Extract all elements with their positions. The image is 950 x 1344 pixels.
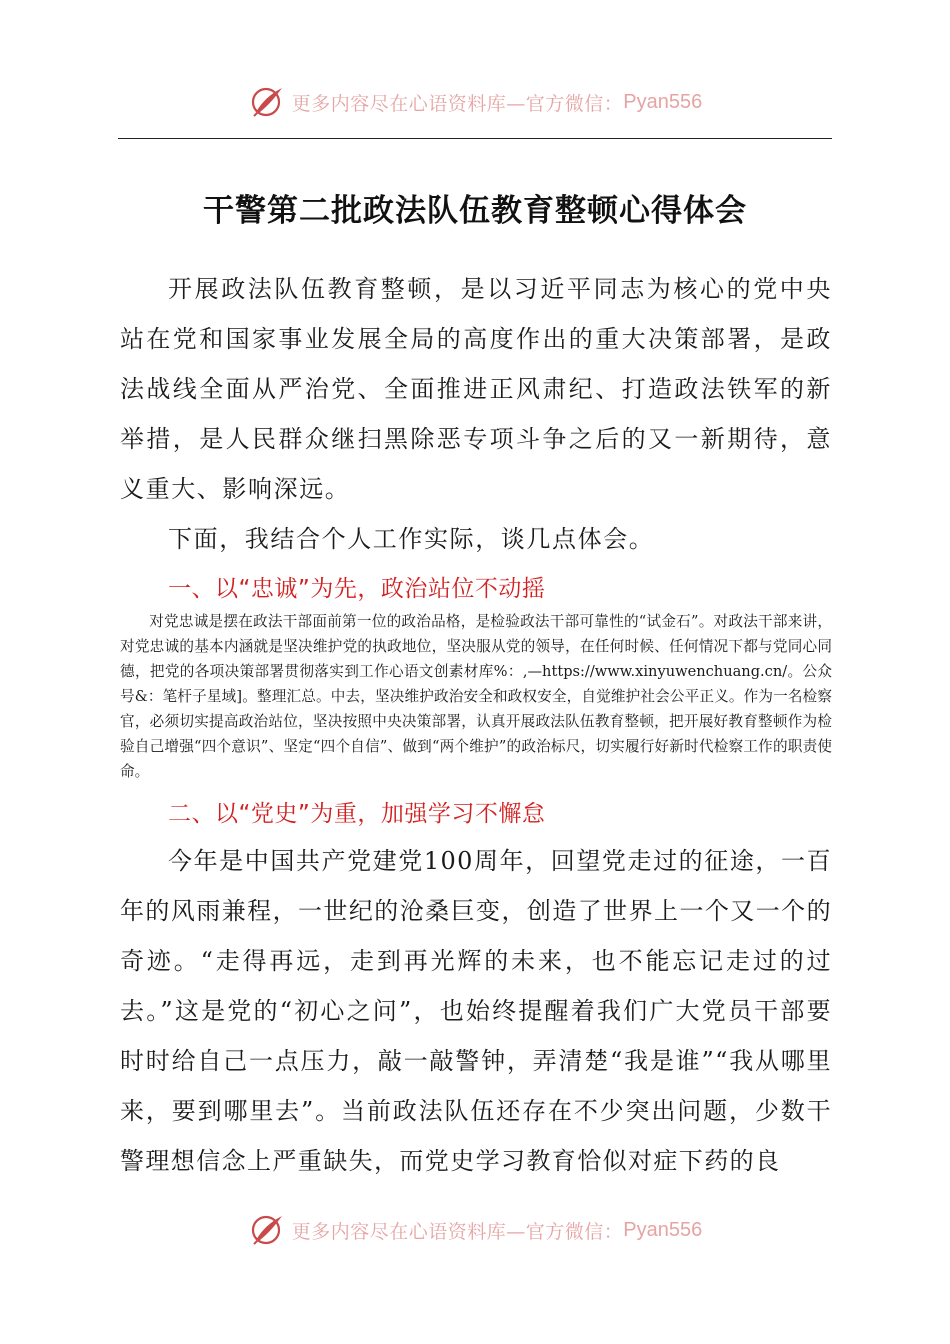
paragraph-intro: 开展政法队伍教育整顿，是以习近平同志为核心的党中央站在党和国家事业发展全局的高度作出的重大决策部署，是政法战线全面从严治党、全面推进正风肃纪、打造政法铁军的新举措，是人民群众继扫黑除恶专项斗争之后的又一新期待，意义重大、影响深远。 <box>120 275 832 503</box>
quill-logo-icon <box>248 1210 288 1250</box>
section-heading-1: 一、以“忠诚”为先，政治站位不动摇 <box>168 576 546 602</box>
paragraph-section-2: 今年是中国共产党建党100周年，回望党走过的征途，一百年的风雨兼程，一世纪的沧桑巨变，创造了世界上一个又一个的奇迹。“走得再远，走到再光辉的未来，也不能忘记走过的过去。”这是党的“初心之问”，也始终提醒着我们广大党员干部要时时给自己一点压力，敲一敲警钟，弄清楚“我是谁”“我从哪里来，要到哪里去”。当前政法队伍还存在不少突出问题，少数干警理想信念上严重缺失，而党史学习教育恰似对症下药的良 <box>120 847 832 1175</box>
quill-logo-icon <box>248 82 288 122</box>
banner-text: 更多内容尽在心语资料库—官方微信： <box>291 1220 624 1243</box>
header-rule <box>118 138 832 139</box>
paragraph-section-1: 对党忠诚是摆在政法干部面前第一位的政治品格，是检验政法干部可靠性的“试金石”。对政法干部来讲，对党忠诚的基本内涵就是坚决维护党的执政地位，坚决服从党的领导，在任何时候、任何情况下都与党同心同德，把党的各项决策部署贯彻落实到工作心语文创素材库%：,—https://www.xinyuwenchuang.cn/。公众号&：笔杆子星域]。整理汇总。中去，坚决维护政治安全和政权安全，自觉维护社会公平正义。作为一名检察官，必须切实提高政治站位，坚决按照中央决策部署，认真开展政法队伍教育整顿，把开展好教育整顿作为检验自己增强“四个意识”、坚定“四个自信”、做到“两个维护”的政治标尺，切实履行好新时代检察工作的职责使命。 <box>120 613 832 780</box>
paragraph-transition: 下面，我结合个人工作实际，谈几点体会。 <box>168 525 655 553</box>
banner-wechat-id: Pyan556 <box>623 90 703 113</box>
document-title: 干警第二批政法队伍教育整顿心得体会 <box>203 193 747 229</box>
footer-banner <box>0 1210 950 1250</box>
section-heading-2: 二、以“党史”为重，加强学习不懈怠 <box>168 801 546 827</box>
header-banner <box>0 82 950 122</box>
banner-wechat-id: Pyan556 <box>623 1218 703 1241</box>
banner-text: 更多内容尽在心语资料库—官方微信： <box>291 92 624 115</box>
